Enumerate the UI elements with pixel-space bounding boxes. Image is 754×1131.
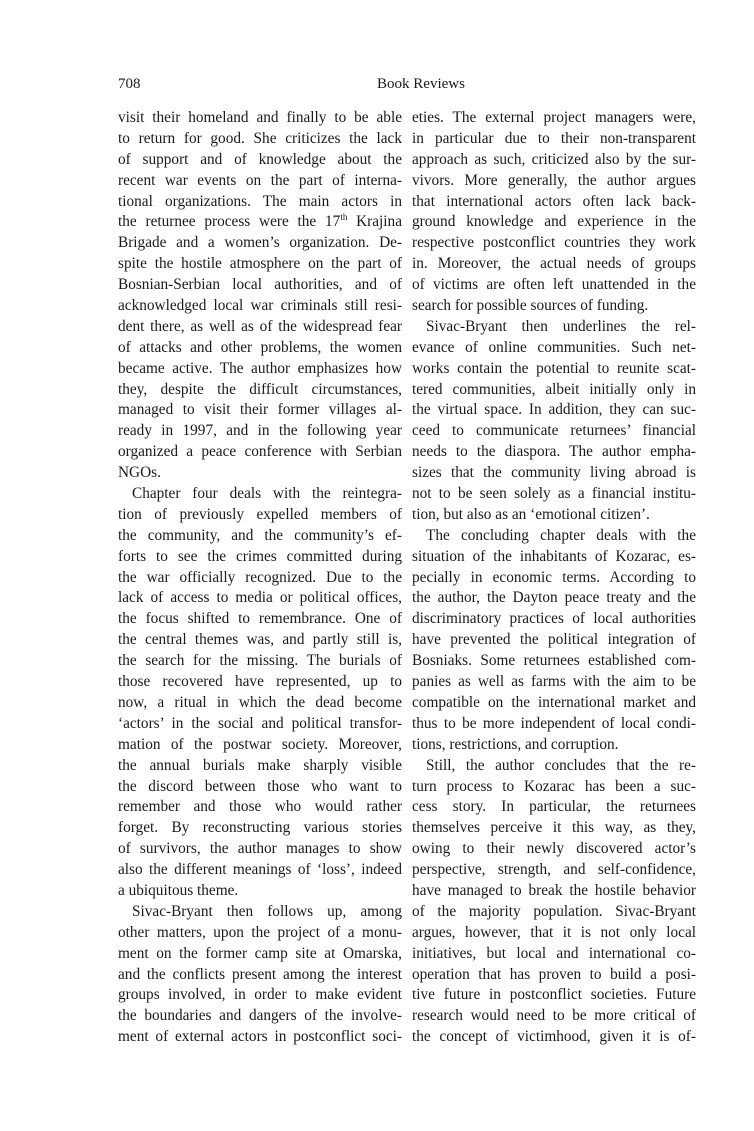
- text-line: works contain the potential to reunite scat-: [412, 359, 696, 377]
- text-line: eties. The external project managers were,: [412, 109, 696, 126]
- text-line: remember and those who would rather: [118, 798, 402, 816]
- text-line: and the conflicts present among the interest: [118, 965, 402, 983]
- text-line: tive future in postconflict societies. Future: [412, 986, 696, 1004]
- text-line: Sivac-Bryant then underlines the rel-: [426, 317, 696, 335]
- text-line: ground knowledge and experience in the: [412, 213, 696, 231]
- text-line: perspective, strength, and self-confidence,: [412, 861, 696, 879]
- text-line: Bosnian-Serbian local authorities, and of: [118, 276, 402, 294]
- text-line: spite the hostile atmosphere on the part of: [118, 255, 402, 273]
- text-line: ment of external actors in postconflict soci-: [118, 1028, 402, 1046]
- text-line: of victims are often left unattended in the: [412, 276, 696, 294]
- text-line: sizes that the community living abroad is: [412, 464, 696, 482]
- text-line: a ubiquitous theme.: [118, 881, 239, 899]
- text-line: tion of previously expelled members of: [118, 505, 402, 523]
- text-line: in particular due to their non-transparent: [412, 129, 696, 147]
- text-line: visit their homeland and finally to be able: [118, 109, 402, 126]
- text-line: forts to see the crimes committed during: [118, 547, 402, 565]
- text-line: needs to the diaspora. The author empha-: [412, 443, 696, 461]
- text-line: that international actors often lack back-: [412, 192, 696, 210]
- text-line: the returnee process were the 17th Krajina: [118, 212, 402, 231]
- text-line: the concept of victimhood, given it is of-: [412, 1028, 696, 1046]
- text-line: research would need to be more critical of: [412, 1007, 696, 1025]
- text-line: Still, the author concludes that the re-: [426, 756, 696, 774]
- text-line: in. Moreover, the actual needs of groups: [412, 255, 696, 273]
- text-line: they, despite the difficult circumstances,: [118, 380, 402, 398]
- text-line: compatible on the international market and: [412, 693, 696, 711]
- text-line: recent war events on the part of interna-: [118, 171, 402, 189]
- text-line: Brigade and a women’s organization. De-: [118, 234, 402, 252]
- text-line: of survivors, the author manages to show: [118, 840, 402, 858]
- text-line: evance of online communities. Such net-: [412, 338, 696, 356]
- text-line: now, a ritual in which the dead become: [118, 693, 402, 711]
- text-line: the war officially recognized. Due to the: [118, 568, 402, 586]
- text-line: ceed to communicate returnees’ financial: [412, 422, 696, 440]
- text-line: tion, but also as an ‘emotional citizen’.: [412, 505, 650, 523]
- text-line: managed to visit their former villages al-: [118, 401, 402, 419]
- text-line: panies as well as farms with the aim to be: [412, 673, 696, 691]
- right-column: [412, 108, 696, 1048]
- text-line: of the majority population. Sivac-Bryant: [412, 902, 696, 920]
- text-line: thus to be more independent of local condi-: [412, 714, 696, 732]
- text-line: the focus shifted to remembrance. One of: [118, 610, 402, 628]
- text-line: have managed to break the hostile behavior: [412, 881, 696, 899]
- text-line: Bosniaks. Some returnees established com-: [412, 652, 696, 670]
- text-line: lack of access to media or political offices,: [118, 589, 402, 607]
- text-line: organized a peace conference with Serbian: [118, 443, 402, 461]
- text-line: operation that has proven to build a posi-: [412, 965, 696, 983]
- text-line: also the different meanings of ‘loss’, indeed: [118, 861, 402, 879]
- text-line: those recovered have represented, up to: [118, 673, 402, 691]
- text-line: other matters, upon the project of a monu-: [118, 923, 402, 941]
- text-line: Chapter four deals with the reintegra-: [132, 485, 402, 503]
- text-line: vivors. More generally, the author argues: [412, 171, 696, 189]
- text-line: forget. By reconstructing various stories: [118, 819, 402, 837]
- text-line: The concluding chapter deals with the: [426, 526, 696, 544]
- text-line: the central themes was, and partly still is,: [118, 631, 402, 649]
- text-line: initiatives, but local and international co-: [412, 944, 696, 962]
- text-line: situation of the inhabitants of Kozarac, es-: [412, 547, 696, 565]
- text-line: themselves perceive it this way, as they,: [412, 819, 696, 837]
- text-line: NGOs.: [118, 464, 161, 482]
- text-line: acknowledged local war criminals still resi-: [118, 297, 402, 315]
- text-line: the boundaries and dangers of the involve-: [118, 1007, 402, 1025]
- left-column: [118, 108, 402, 1048]
- text-line: dent there, as well as of the widespread fear: [118, 317, 402, 335]
- text-line: tional organizations. The main actors in: [118, 192, 402, 210]
- text-line: groups involved, in order to make evident: [118, 986, 402, 1004]
- text-line: respective postconflict countries they work: [412, 234, 696, 252]
- text-line: ready in 1997, and in the following year: [118, 422, 402, 440]
- text-line: have prevented the political integration of: [412, 631, 696, 649]
- text-line: the discord between those who want to: [118, 777, 402, 795]
- text-line: search for possible sources of funding.: [412, 297, 649, 315]
- text-line: of attacks and other problems, the women: [118, 338, 402, 356]
- text-line: discriminatory practices of local authorities: [412, 610, 696, 628]
- text-line: mation of the postwar society. Moreover,: [118, 735, 402, 753]
- text-line: the virtual space. In addition, they can suc-: [412, 401, 696, 419]
- text-line: turn process to Kozarac has been a suc-: [412, 777, 696, 795]
- text-line: the annual burials make sharply visible: [118, 756, 402, 774]
- text-line: pecially in economic terms. According to: [412, 568, 696, 586]
- text-line: Sivac-Bryant then follows up, among: [132, 902, 402, 920]
- page-number: 708: [118, 76, 141, 92]
- text-line: the community, and the community’s ef-: [118, 526, 402, 544]
- text-line: argues, however, that it is not only local: [412, 923, 696, 941]
- text-line: ment on the former camp site at Omarska,: [118, 944, 402, 962]
- text-line: of support and of knowledge about the: [118, 150, 402, 168]
- running-head: [118, 76, 724, 98]
- text-line: tions, restrictions, and corruption.: [412, 735, 619, 753]
- text-line: owing to their newly discovered actor’s: [412, 840, 696, 858]
- section-title: Book Reviews: [377, 76, 465, 92]
- text-line: tered communities, albeit initially only in: [412, 380, 696, 398]
- text-line: the search for the missing. The burials of: [118, 652, 402, 670]
- text-line: approach as such, criticized also by the sur-: [412, 150, 696, 168]
- text-line: cess story. In particular, the returnees: [412, 798, 696, 816]
- text-line: became active. The author emphasizes how: [118, 359, 402, 377]
- text-line: the author, the Dayton peace treaty and the: [412, 589, 696, 607]
- text-line: to return for good. She criticizes the lack: [118, 129, 402, 147]
- text-line: not to be seen solely as a financial institu-: [412, 485, 696, 503]
- text-line: ‘actors’ in the social and political transfor-: [118, 714, 402, 732]
